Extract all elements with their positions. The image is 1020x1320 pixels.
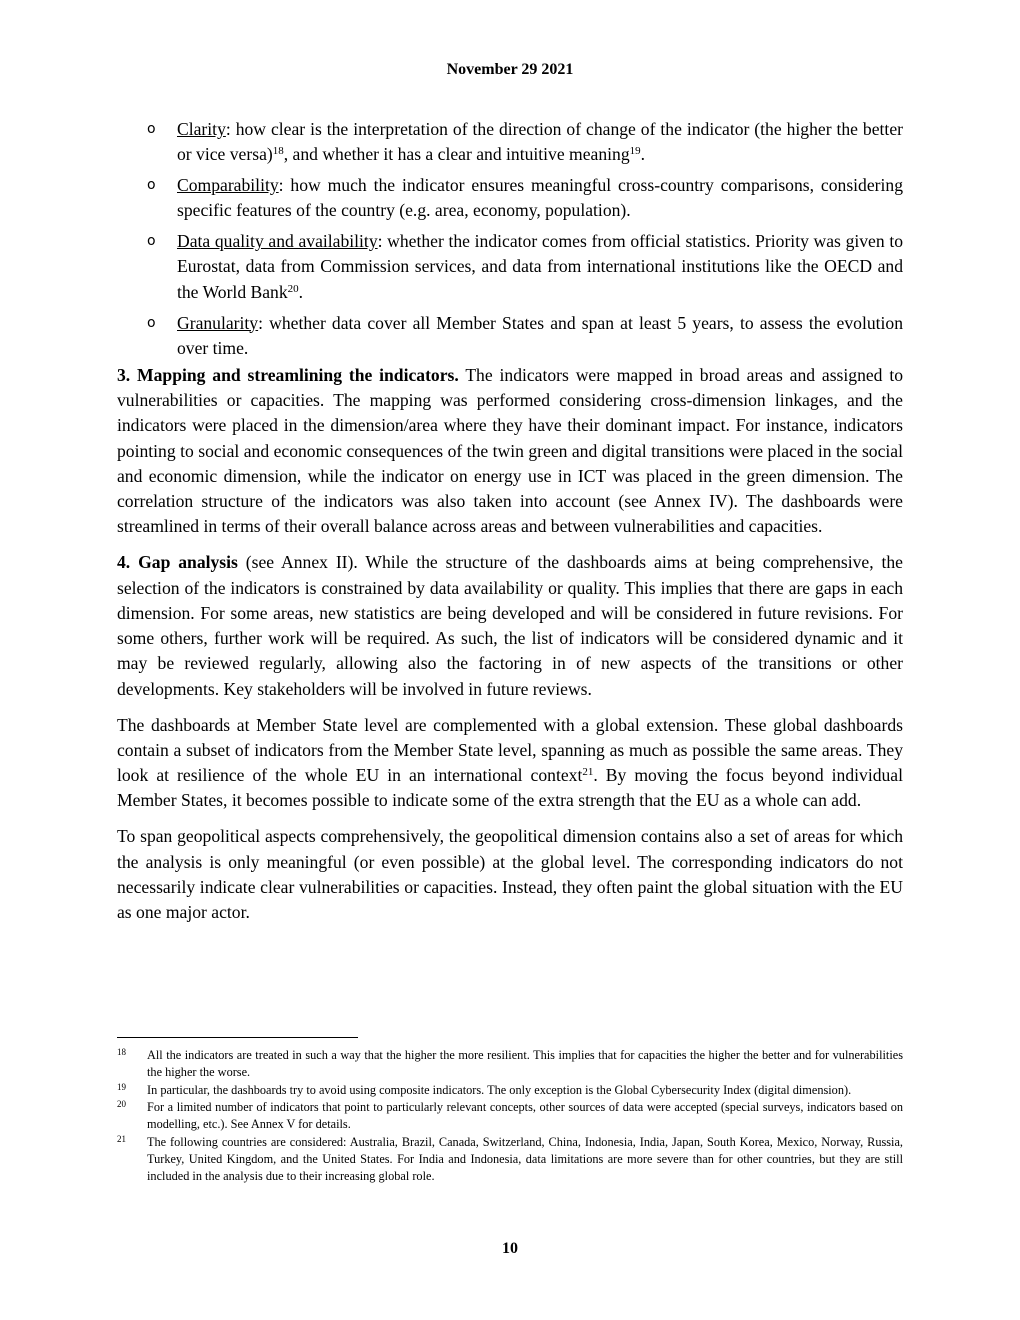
- footnote-number: 20: [117, 1099, 126, 1110]
- criteria-item-data-quality: o Data quality and availability: whether the indicator comes from official statistics. Priority was given to Eurostat, data from Commission services, and data from international institutions like the OECD and the World Bank$^{20}$.: [147, 231, 903, 302]
- criteria-term: Clarity: [177, 119, 226, 139]
- footnotes: [117, 1047, 903, 1185]
- footnote-number: 18: [117, 1047, 126, 1057]
- bullet-marker: o: [147, 233, 156, 250]
- footnote-ref[interactable]: 18: [272, 145, 284, 158]
- criteria-term: Granularity: [177, 312, 259, 333]
- footnote-number: 21: [117, 1133, 126, 1144]
- footnote-number: 19: [117, 1081, 126, 1092]
- criteria-item-clarity: o Clarity: how clear is the interpretation of the direction of change of the indicator (the higher the better or vice versa)$^{18}$, and whether it has a clear and intuitive meaning$^{19}$.: [147, 119, 903, 165]
- footnote-ref[interactable]: 19: [629, 145, 641, 158]
- bullet-marker: o: [147, 121, 156, 137]
- criteria-item-comparability: o Comparability: how much the indicator ensures meaningful cross-country comparisons, considering specific features of the country (e.g. area, economy, population).: [147, 175, 903, 221]
- criteria-item-granularity: o Granularity: whether data cover all Member States and span at least 5 years, to assess the evolution over time.: [147, 312, 903, 358]
- page-header-date: November 29 2021: [446, 61, 574, 78]
- section-4-paragraph: 4. Gap analysis (see Annex II). While the structure of the dashboards aims at being comprehensive, the selection of the indicators is constrained by data availability or quality. This implies that there are gaps in each dimension. For some areas, new statistics are being developed and will be considered in future revisions. For some others, further work will be required. As such, the list of indicators will be considered dynamic and it may be reviewed regularly, allowing also the factoring in of new aspects of the transitions or other developments. Key stakeholders will be involved in future reviews.: [117, 552, 903, 699]
- footnote: 20 For a limited number of indicators that point to particularly relevant concepts, other sources of data were accepted (special surveys, indicators based on modelling, etc.). See Annex V for details.: [117, 1099, 903, 1133]
- footnote: 18 All the indicators are treated in such a way that the higher the more resilient. This implies that for capacities the higher the better and for vulnerabilities the higher the worse.: [117, 1047, 903, 1081]
- footnote-divider: [117, 1037, 358, 1038]
- footnote-ref[interactable]: 21: [582, 766, 594, 779]
- bullet-marker: o: [147, 314, 156, 331]
- criteria-list: [117, 117, 903, 361]
- footnote: 19 In particular, the dashboards try to avoid using composite indicators. The only exception is the Global Cybersecurity Index (digital dimension).: [117, 1082, 903, 1099]
- section-4-heading: 4. Gap analysis: [117, 552, 238, 573]
- section-3-heading: 3. Mapping and streamlining the indicators.: [117, 364, 459, 385]
- criteria-term: Data quality and availability: [177, 231, 378, 252]
- bullet-marker: o: [147, 177, 156, 194]
- criteria-term: Comparability: [177, 175, 279, 196]
- geopolitical-paragraph: To span geopolitical aspects comprehensively, the geopolitical dimension contains also a set of areas for which the analysis is only meaningful (or even possible) at the global level. The corresponding indicators do not necessarily indicate clear vulnerabilities or capacities. Instead, they often paint the global situation with the EU as one major actor.: [117, 826, 903, 923]
- main-content: [117, 117, 903, 936]
- section-3-paragraph: 3. Mapping and streamlining the indicators. The indicators were mapped in broad areas and assigned to vulnerabilities or capacities. The mapping was performed considering cross-dimension linkages, and the indicators were placed in the dimension/area where they have their dominant impact. For instance, indicators pointing to social and economic consequences of the twin green and digital transitions were placed in the social and economic dimension, while the indicator on energy use in ICT was placed in the green dimension. The correlation structure of the indicators was also taken into account (see Annex IV). The dashboards were streamlined in terms of their overall balance across areas and between vulnerabilities and capacities.: [117, 364, 903, 537]
- page-number: 10: [502, 1240, 518, 1257]
- footnote: 21 The following countries are considered: Australia, Brazil, Canada, Switzerland, China, Indonesia, India, Japan, South Korea, Mexico, Norway, Russia, Turkey, United Kingdom, and the United States. For India and Indonesia, data limitations are more severe than for other countries, but they are still included in the analysis due to their increasing global role.: [117, 1134, 903, 1184]
- footnote-ref[interactable]: 20: [287, 282, 299, 295]
- global-extension-paragraph: The dashboards at Member State level are complemented with a global extension. These global dashboards contain a subset of indicators from the Member State level, spanning as much as possible the same areas. They look at resilience of the whole EU in an international context$^{21}$. By moving the focus beyond individual Member States, it becomes possible to indicate some of the extra strength that the EU as a whole can add.: [117, 714, 903, 811]
